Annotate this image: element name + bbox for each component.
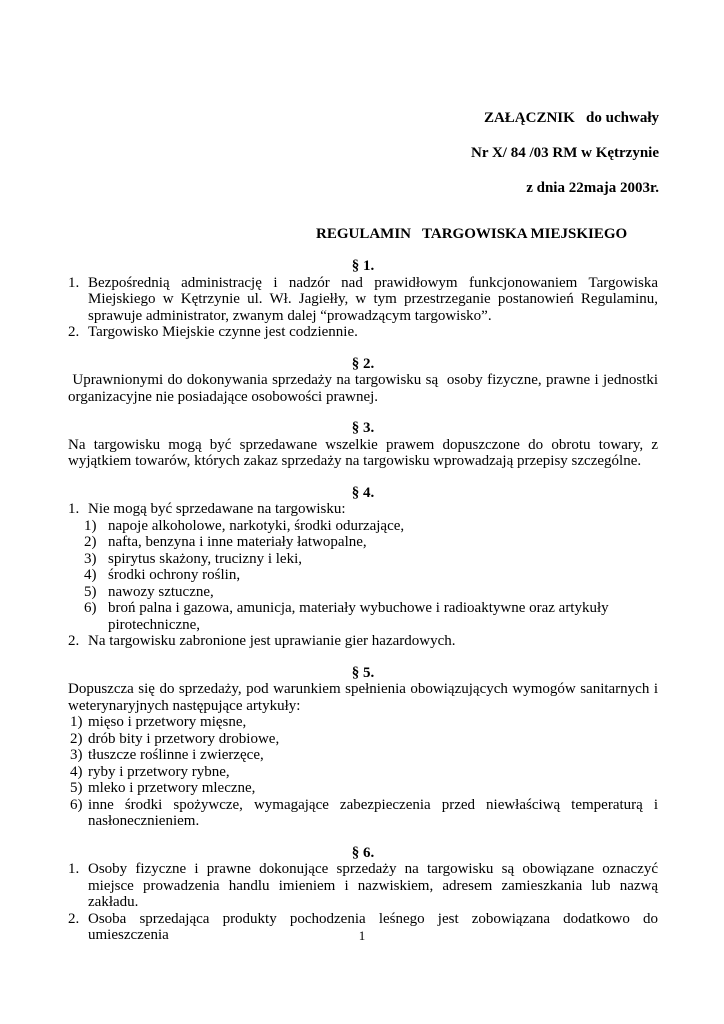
item-number: 1. bbox=[68, 274, 80, 291]
sub-item-number: 3) bbox=[84, 550, 97, 567]
section-heading-6: § 6. bbox=[351, 844, 375, 861]
section-2-text: Uprawnionymi do dokonywania sprzedaży na targowisku są osoby fizyczne, prawne i jednostki organizacyjne nie posiadające osobowości prawnej. bbox=[68, 372, 662, 405]
sub-list-item bbox=[68, 797, 658, 830]
sub-list-item bbox=[68, 731, 658, 748]
sub-item-text: mleko i przetwory mleczne, bbox=[88, 780, 256, 796]
sub-item-number: 3) bbox=[70, 747, 83, 763]
item-text: Osoby fizyczne i prawne dokonujące sprzedaży na targowisku są obowiązane oznaczyć miejsce prowadzenia handlu imieniem i nazwiskiem, adresem zamieszkania lub nazwą zakładu. bbox=[88, 861, 658, 910]
list-item bbox=[68, 275, 658, 325]
sub-item-number: 1) bbox=[70, 714, 83, 730]
sub-item-text: mięso i przetwory mięsne, bbox=[88, 714, 247, 730]
item-number: 2. bbox=[68, 633, 80, 649]
sub-item-text: napoje alkoholowe, narkotyki, środki odurzające, bbox=[108, 517, 405, 534]
item-number: 2. bbox=[68, 324, 80, 340]
sub-item-number: 5) bbox=[70, 780, 83, 796]
sub-list-item bbox=[68, 567, 658, 584]
sub-item-number: 2) bbox=[84, 534, 97, 550]
item-text: Na targowisku zabronione jest uprawianie gier hazardowych. bbox=[88, 633, 456, 649]
sub-item-text: drób bity i przetwory drobiowe, bbox=[88, 730, 280, 747]
page-number: 1 bbox=[358, 928, 366, 943]
resolution-number: Nr X/ 84 /03 RM w Kętrzynie bbox=[470, 145, 659, 161]
section-heading-3: § 3. bbox=[351, 420, 375, 436]
section-heading-1: § 1. bbox=[351, 258, 375, 274]
sub-item-number: 6) bbox=[70, 796, 83, 813]
sub-item-text: środki ochrony roślin, bbox=[108, 567, 241, 583]
sub-item-text: spirytus skażony, trucizny i leki, bbox=[108, 550, 302, 567]
sub-list-item bbox=[68, 714, 658, 731]
sub-list-item bbox=[68, 584, 658, 601]
item-number: 1. bbox=[68, 861, 80, 877]
sub-list-item bbox=[68, 518, 658, 535]
sub-item-number: 4) bbox=[70, 763, 83, 780]
sub-item-text: inne środki spożywcze, wymagające zabezpieczenia przed niewłaściwą temperaturą i nasłonecznieniem. bbox=[88, 796, 658, 829]
item-text: Osoba sprzedająca produkty pochodzenia leśnego jest zobowiązana dodatkowo do umieszczenia bbox=[88, 910, 658, 943]
sub-list-item bbox=[68, 534, 658, 551]
list-item bbox=[68, 324, 658, 341]
regulation-body bbox=[68, 258, 662, 944]
section-heading-5: § 5. bbox=[351, 664, 375, 681]
section-heading-4: § 4. bbox=[351, 484, 375, 501]
sub-item-text: broń palna i gazowa, amunicja, materiały wybuchowe i radioaktywne oraz artykuły pirotechniczne, bbox=[108, 600, 609, 633]
item-number: 2. bbox=[68, 910, 80, 927]
sub-list-item bbox=[68, 764, 658, 781]
attachment-header: ZAŁĄCZNIK do uchwały bbox=[483, 110, 659, 126]
sub-item-number: 6) bbox=[84, 600, 97, 616]
sub-item-number: 4) bbox=[84, 567, 97, 583]
section-heading-2: § 2. bbox=[351, 355, 375, 372]
list-item bbox=[68, 501, 658, 518]
sub-item-text: ryby i przetwory rybne, bbox=[88, 763, 230, 780]
list-item bbox=[68, 633, 658, 650]
item-text: Targowisko Miejskie czynne jest codziennie. bbox=[88, 324, 358, 340]
section-3-text: Na targowisku mogą być sprzedawane wszelkie prawem dopuszczone do obrotu towary, z wyjątkiem towarów, których zakaz sprzedaży na targowisku wprowadzają przepisy szczególne. bbox=[68, 436, 658, 469]
sub-list-item bbox=[68, 551, 658, 568]
item-number: 1. bbox=[68, 501, 80, 517]
sub-item-number: 5) bbox=[84, 583, 97, 600]
item-text: Bezpośrednią administrację i nadzór nad prawidłowym funkcjonowaniem Targowiska Miejskiego w Kętrzynie ul. Wł. Jagiełły, w tym przestrzeganie postanowień Regulaminu, sprawuje administrator, zwanym dalej “prowadzącym targowisko”. bbox=[88, 274, 658, 324]
sub-item-text: nafta, benzyna i inne materiały łatwopalne, bbox=[108, 534, 367, 550]
sub-item-text: nawozy sztuczne, bbox=[108, 583, 214, 600]
item-text: Nie mogą być sprzedawane na targowisku: bbox=[88, 501, 346, 517]
sub-list-item bbox=[68, 780, 658, 797]
sub-item-number: 1) bbox=[84, 517, 97, 534]
resolution-date: z dnia 22maja 2003r. bbox=[526, 180, 659, 196]
sub-item-text: tłuszcze roślinne i zwierzęce, bbox=[88, 747, 264, 763]
sub-item-number: 2) bbox=[70, 730, 83, 747]
list-item bbox=[68, 861, 658, 911]
sub-list-item bbox=[68, 747, 658, 764]
document-title: REGULAMIN TARGOWISKA MIEJSKIEGO bbox=[316, 226, 628, 242]
section-5-intro: Dopuszcza się do sprzedaży, pod warunkiem spełnienia obowiązujących wymogów sanitarnych i weterynaryjnych następujące artykuły: bbox=[68, 681, 658, 714]
sub-list-item bbox=[68, 600, 658, 633]
